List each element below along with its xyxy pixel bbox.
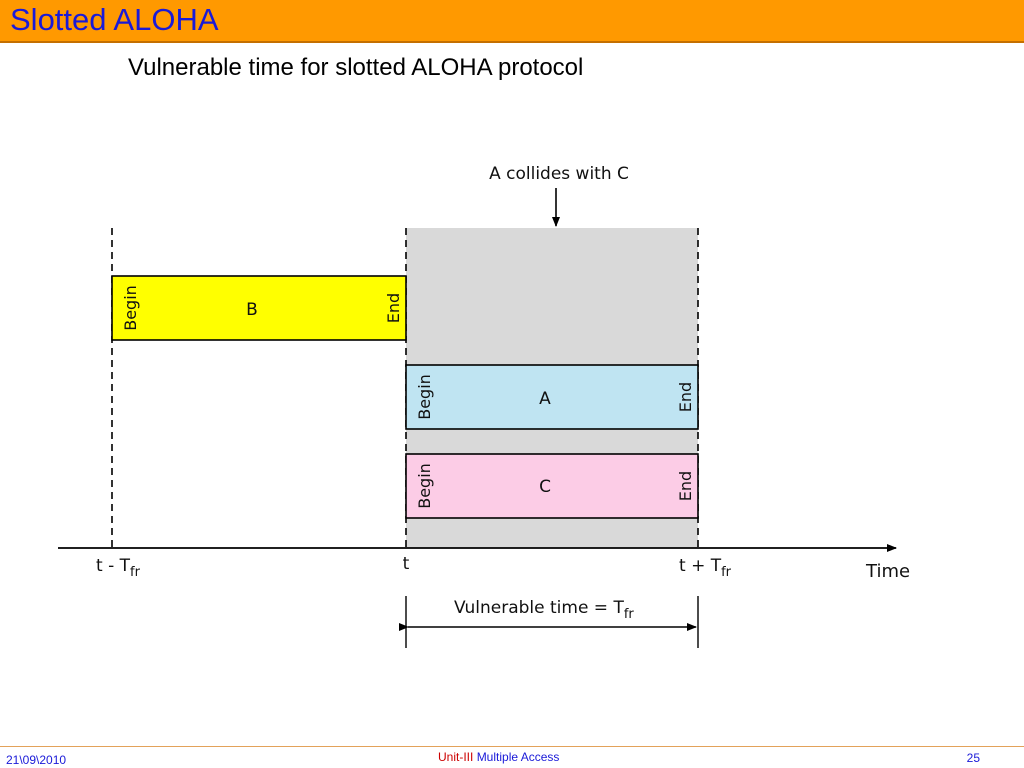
footer-unit: Unit-III bbox=[438, 750, 474, 764]
frame-b-end: End bbox=[384, 292, 403, 324]
frame-b-label: B bbox=[246, 300, 258, 320]
frame-a-end: End bbox=[676, 381, 695, 413]
frame-a-begin: Begin bbox=[415, 374, 434, 420]
frame-b bbox=[112, 276, 406, 340]
vulnerable-time-label: Vulnerable time = $T_{fr}$ bbox=[454, 598, 634, 622]
footer-date: 21\09\2010 bbox=[6, 753, 67, 767]
frame-c bbox=[406, 454, 698, 518]
footer-divider bbox=[0, 746, 1024, 747]
tick-label-right: $t + T_{fr}$ bbox=[679, 556, 732, 580]
tick-label-left: t - $T_{fr}$ bbox=[96, 556, 140, 580]
axis-label-time: Time bbox=[866, 561, 911, 582]
frame-b-box bbox=[112, 276, 406, 340]
slide-subtitle: Vulnerable time for slotted ALOHA protocol bbox=[128, 54, 584, 81]
page-number: 25 bbox=[966, 751, 980, 765]
frame-b-begin: Begin bbox=[121, 285, 140, 331]
collision-label: A collides with C bbox=[489, 164, 629, 184]
frame-c-end: End bbox=[676, 470, 695, 502]
frame-c-box bbox=[406, 454, 698, 518]
frame-a bbox=[406, 365, 698, 429]
frame-c-begin: Begin bbox=[415, 463, 434, 509]
frame-c-label: C bbox=[539, 477, 551, 497]
footer-topic: Multiple Access bbox=[476, 750, 560, 764]
frame-a-label: A bbox=[539, 389, 551, 409]
frame-a-box bbox=[406, 365, 698, 429]
slide-title: Slotted ALOHA bbox=[10, 2, 219, 37]
tick-label-center: t bbox=[402, 554, 410, 574]
footer-course bbox=[438, 750, 559, 764]
